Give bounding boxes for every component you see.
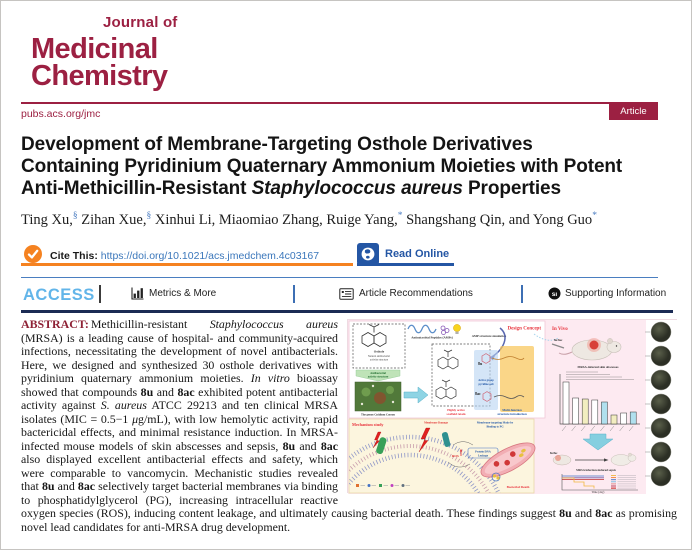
author-list: Ting Xu,§ Zihan Xue,§ Xinhui Li, Miaomiao Zhang, Ruige Yang,* Shangshang Qin, and Yong Guo* [21,211,597,228]
cite-underline [21,263,353,266]
svg-text:Membrane Damage: Membrane Damage [424,421,448,425]
svg-text:structure introduction: structure introduction [497,412,527,416]
separator [293,285,295,303]
read-online-button[interactable]: Read Online [385,248,450,260]
svg-text:In Vivo: In Vivo [552,327,568,332]
journal-logo [31,14,178,90]
access-link[interactable]: ACCESS [23,286,95,304]
svg-text:Design Concept: Design Concept [507,326,541,332]
separator [521,285,523,303]
journal-site-link[interactable]: pubs.acs.org/jmc [21,108,101,120]
article-title-line2: Containing Pyridinium Quaternary Ammonium Moieties with Potent [21,156,623,177]
svg-text:Antimicrobial Peptides (AMPs): Antimicrobial Peptides (AMPs) [411,335,453,340]
article-title-line1: Development of Membrane-Targeting Osthole Derivatives [21,134,533,155]
access-bar [21,283,673,308]
doi-link[interactable]: https://doi.org/10.1021/acs.jmedchem.4c03167 [100,250,320,262]
article-type-badge: Article [609,104,658,120]
metrics-link[interactable]: Metrics & More [149,288,217,299]
supporting-info-icon [548,287,561,305]
svg-text:sı: sı [551,290,558,298]
article-title [21,134,677,200]
svg-text:Osthole: Osthole [373,349,385,354]
abstract-top-rule [21,310,673,313]
svg-text:Antibacterial: Antibacterial [370,371,386,375]
graphical-abstract-figure [348,320,678,494]
svg-text:Multi-function: Multi-function [502,408,522,412]
svg-text:Leakage: Leakage [477,454,489,458]
metrics-icon [131,287,144,305]
journal-logo-line1: Journal of [103,14,178,31]
masthead-rule [21,102,658,104]
recommendations-link[interactable]: Article Recommendations [359,288,473,299]
svg-text:scaffold retain: scaffold retain [446,412,466,416]
svg-text:Mechanism study: Mechanism study [352,422,384,427]
svg-text:MRSA infection-induced sepsis: MRSA infection-induced sepsis [576,468,616,472]
journal-logo-line3: Chemistry [31,60,168,92]
svg-text:Bacterial Death: Bacterial Death [506,485,530,489]
svg-text:Time (day): Time (day) [591,490,605,494]
abstract [21,318,677,534]
recommendations-icon [339,287,354,305]
svg-text:AMP structure simulation: AMP structure simulation [471,334,507,338]
supporting-info-link[interactable]: Supporting Information [565,288,667,299]
svg-text:8u: 8u [478,361,483,366]
svg-text:Protein/DNA: Protein/DNA [475,450,491,454]
svg-text:8u/8ac: 8u/8ac [550,452,558,455]
svg-text:Membrane-targeting Mode by: Membrane-targeting Mode by [476,421,514,425]
ga-plant-photo [355,382,401,411]
cite-this [50,250,319,262]
svg-text:Active group: Active group [478,379,494,382]
svg-text:activity structure: activity structure [369,358,389,362]
separator [99,285,101,303]
graphical-abstract [347,319,677,493]
article-title-line3: Anti-Methicillin-Resistant Staphylococcus aureus Properties [21,178,561,199]
abstract-text: Methicillin-resistant Staphylococcus aureus (MRSA) is a leading cause of hospital- and community-acquired infections, necessitating the development of novel antibacterials. Here, we designed and synthesized 30 osthole derivatives with pyridinium quaternary ammonium moieties. In vitro bioassay showed that compounds 8u and 8ac exhibited potent antibacterial activity against S. aureus ATCC 29213 and ten clinical MRSA isolates (MIC = 0.5−1 μg/mL), with low hemolytic activity, rapid bactericidal effects, and minimal resistance induction. In MRSA-infected mouse models of skin abscesses and sepsis, 8u and 8ac also displayed excellent antibacterial effects and safety, which were comparable to vancomycin. Mechanistic studies revealed that 8u and 8ac selectively target bacterial membranes via binding to phosphatidylglycerol (PG), increasing intracellular reactive oxygen species (ROS), inducing content leakage, and ultimately causing bacterial death. These findings suggest 8u and 8ac as promising novel lead candidates for anti-MRSA drug development. [21,317,677,534]
abstract-label: ABSTRACT: [21,317,89,331]
read-online-underline [357,263,454,266]
svg-text:MRSA-infected skin abscesses: MRSA-infected skin abscesses [577,365,619,369]
access-top-rule [21,277,658,278]
svg-text:8u/8ac: 8u/8ac [554,338,563,342]
svg-text:Natural antibacterial: Natural antibacterial [367,355,391,358]
svg-text:ROS: ROS [452,454,459,458]
svg-text:Highly active: Highly active [447,408,465,412]
svg-text:Binding to PG: Binding to PG [486,425,504,429]
journal-logo-line2: Medicinal [31,33,158,65]
svg-text:The genus Cnidium Cusson: The genus Cnidium Cusson [361,412,395,417]
svg-text:8ac: 8ac [475,391,481,396]
svg-text:pyridine salt: pyridine salt [478,382,494,386]
cite-this-label: Cite This: [50,250,98,262]
svg-text:activity structure: activity structure [367,375,389,379]
